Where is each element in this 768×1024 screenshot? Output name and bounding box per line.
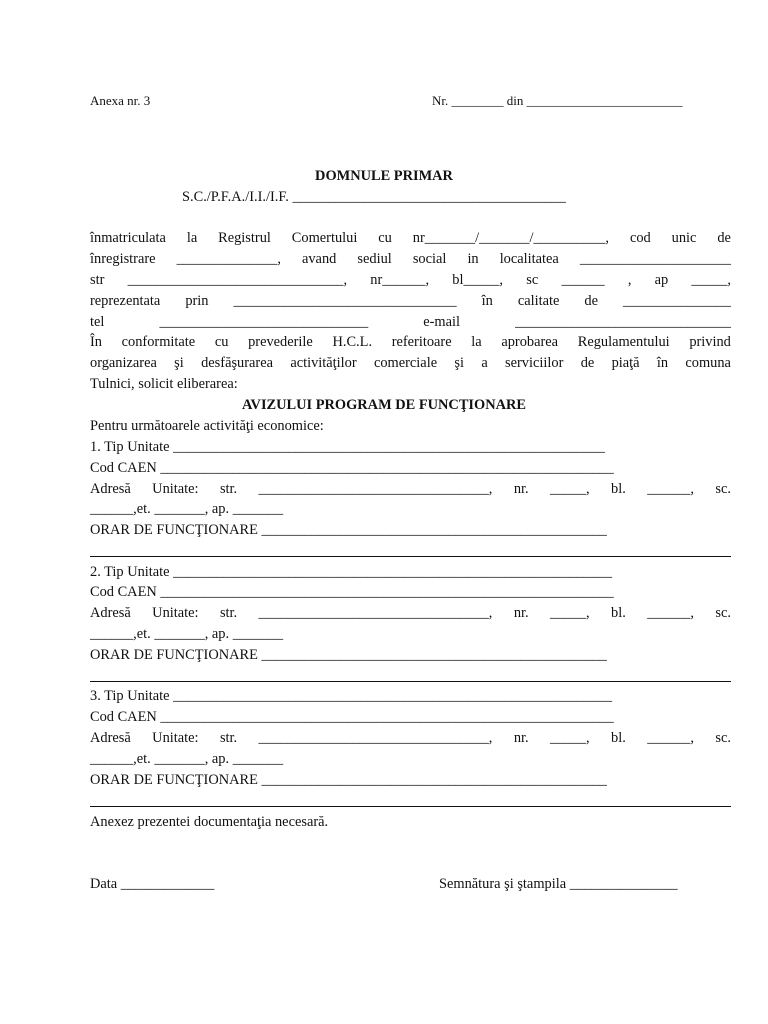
unit-address-line bbox=[90, 729, 731, 747]
unit-address-line bbox=[90, 604, 731, 622]
text-word: ______________________________ bbox=[515, 314, 731, 330]
text-word: la bbox=[471, 334, 482, 350]
activities-intro: Pentru următoarele activităţi economice: bbox=[90, 418, 324, 434]
text-word: str. bbox=[219, 605, 238, 621]
text-word: _____________________________ bbox=[159, 314, 369, 330]
signature-stamp-field: Semnătura şi ştampila _______________ bbox=[439, 876, 678, 892]
text-word: de bbox=[584, 293, 598, 309]
unit-schedule-blank-line bbox=[90, 556, 731, 557]
text-word: Registrul bbox=[218, 230, 271, 246]
text-word: sc. bbox=[715, 605, 731, 621]
text-word: ______, bbox=[647, 481, 694, 497]
text-word: în bbox=[656, 355, 669, 371]
text-word: Adresă bbox=[90, 605, 131, 621]
text-word: nr. bbox=[513, 605, 529, 621]
text-word: comerciale bbox=[373, 355, 438, 371]
text-word: sc bbox=[526, 272, 539, 288]
text-word: şi bbox=[454, 355, 465, 371]
unit-schedule-blank-line bbox=[90, 806, 731, 807]
registration-number-line: Nr. ________ din ________________________ bbox=[432, 93, 683, 108]
text-word: cu bbox=[214, 334, 229, 350]
unit-schedule-line: ORAR DE FUNCŢIONARE ________________________________________________ bbox=[90, 647, 607, 663]
text-word: cu bbox=[378, 230, 392, 246]
unit-schedule-line: ORAR DE FUNCŢIONARE ________________________________________________ bbox=[90, 772, 607, 788]
text-word: _____, bbox=[550, 605, 590, 621]
text-word: ______, bbox=[647, 605, 694, 621]
unit-address-continuation: ______,et. _______, ap. _______ bbox=[90, 751, 284, 767]
text-word: str. bbox=[219, 481, 238, 497]
text-word: Adresă bbox=[90, 730, 131, 746]
text-word: avand bbox=[301, 251, 337, 267]
text-word: conformitate bbox=[121, 334, 196, 350]
company-type-line: S.C./P.F.A./I.I./I.F. ______________________________________ bbox=[182, 189, 566, 205]
unit-type-line: 1. Tip Unitate ____________________________________________________________ bbox=[90, 439, 605, 455]
text-word: ________________________________, bbox=[258, 730, 493, 746]
text-word: nr_______/_______/__________, bbox=[412, 230, 610, 246]
text-word: a bbox=[481, 355, 488, 371]
text-word: de bbox=[717, 230, 731, 246]
text-word: bl_____, bbox=[452, 272, 504, 288]
text-word: nr. bbox=[513, 730, 529, 746]
intro-line-3 bbox=[90, 271, 731, 289]
text-word: ______________, bbox=[176, 251, 281, 267]
text-word: _____, bbox=[691, 272, 731, 288]
text-word: desfăşurarea bbox=[201, 355, 273, 371]
text-word: unic bbox=[671, 230, 697, 246]
text-word: _____, bbox=[550, 730, 590, 746]
text-word: Adresă bbox=[90, 481, 131, 497]
text-word: Unitate: bbox=[152, 481, 199, 497]
text-word: la bbox=[186, 230, 198, 246]
text-word: privind bbox=[689, 334, 731, 350]
text-word: ______ bbox=[561, 272, 605, 288]
text-word: , bbox=[627, 272, 632, 288]
date-field: Data _____________ bbox=[90, 876, 215, 892]
text-word: Regulamentului bbox=[577, 334, 670, 350]
text-word: tel bbox=[90, 314, 105, 330]
text-word: ________________________________, bbox=[258, 605, 493, 621]
text-word: cod bbox=[629, 230, 651, 246]
text-word: şi bbox=[174, 355, 184, 371]
addressee-heading: DOMNULE PRIMAR bbox=[315, 168, 453, 184]
text-word: bl. bbox=[611, 605, 626, 621]
unit-caen-line: Cod CAEN _______________________________________________________________ bbox=[90, 460, 614, 476]
text-word: localitatea bbox=[499, 251, 559, 267]
text-word: _____________________ bbox=[579, 251, 731, 267]
text-word: sediul bbox=[357, 251, 392, 267]
text-word: ap bbox=[654, 272, 669, 288]
annex-note: Anexez prezentei documentaţia necesară. bbox=[90, 814, 329, 830]
text-word: ______________________________, bbox=[127, 272, 348, 288]
text-word: social bbox=[412, 251, 447, 267]
text-word: in bbox=[467, 251, 479, 267]
text-word: bl. bbox=[611, 730, 626, 746]
text-word: H.C.L. bbox=[332, 334, 373, 350]
text-word: aprobarea bbox=[501, 334, 559, 350]
text-word: piaţă bbox=[611, 355, 640, 371]
text-word: nr. bbox=[513, 481, 529, 497]
text-word: _______________ bbox=[622, 293, 731, 309]
text-word: nr______, bbox=[370, 272, 430, 288]
unit-type-line: 2. Tip Unitate _____________________________________________________________ bbox=[90, 564, 613, 580]
annex-number: Anexa nr. 3 bbox=[90, 93, 151, 108]
intro-line-6 bbox=[90, 333, 731, 351]
intro-line-2 bbox=[90, 250, 731, 268]
text-word: calitate bbox=[517, 293, 560, 309]
text-word: în bbox=[481, 293, 493, 309]
text-word: _______________________________ bbox=[233, 293, 457, 309]
intro-line-8: Tulnici, solicit eliberarea: bbox=[90, 376, 238, 392]
text-word: reprezentata bbox=[90, 293, 161, 309]
text-word: serviciilor bbox=[505, 355, 564, 371]
document-title: AVIZULUI PROGRAM DE FUNCŢIONARE bbox=[242, 397, 526, 413]
intro-line-1 bbox=[90, 229, 731, 247]
text-word: organizarea bbox=[90, 355, 157, 371]
text-word: sc. bbox=[715, 481, 731, 497]
text-word: prevederile bbox=[248, 334, 313, 350]
text-word: str bbox=[90, 272, 105, 288]
unit-address-continuation: ______,et. _______, ap. _______ bbox=[90, 501, 284, 517]
unit-address-line bbox=[90, 480, 731, 498]
text-word: _____, bbox=[550, 481, 590, 497]
text-word: e-mail bbox=[423, 314, 461, 330]
text-word: comuna bbox=[685, 355, 731, 371]
text-word: înregistrare bbox=[90, 251, 156, 267]
text-word: sc. bbox=[715, 730, 731, 746]
unit-type-line: 3. Tip Unitate _____________________________________________________________ bbox=[90, 688, 613, 704]
text-word: ______, bbox=[647, 730, 694, 746]
text-word: În bbox=[90, 334, 102, 350]
text-word: înmatriculata bbox=[90, 230, 166, 246]
unit-caen-line: Cod CAEN _______________________________________________________________ bbox=[90, 709, 614, 725]
text-word: str. bbox=[219, 730, 238, 746]
text-word: bl. bbox=[611, 481, 626, 497]
text-word: Comertului bbox=[291, 230, 358, 246]
text-word: referitoare bbox=[391, 334, 452, 350]
unit-caen-line: Cod CAEN _______________________________________________________________ bbox=[90, 584, 614, 600]
text-word: Unitate: bbox=[152, 605, 199, 621]
unit-address-continuation: ______,et. _______, ap. _______ bbox=[90, 626, 284, 642]
unit-schedule-blank-line bbox=[90, 681, 731, 682]
text-word: de bbox=[580, 355, 595, 371]
intro-line-4 bbox=[90, 292, 731, 310]
text-word: ________________________________, bbox=[258, 481, 493, 497]
intro-line-5 bbox=[90, 313, 731, 331]
text-word: Unitate: bbox=[152, 730, 199, 746]
text-word: prin bbox=[185, 293, 209, 309]
text-word: activităţilor bbox=[290, 355, 357, 371]
intro-line-7 bbox=[90, 354, 731, 372]
unit-schedule-line: ORAR DE FUNCŢIONARE ________________________________________________ bbox=[90, 522, 607, 538]
